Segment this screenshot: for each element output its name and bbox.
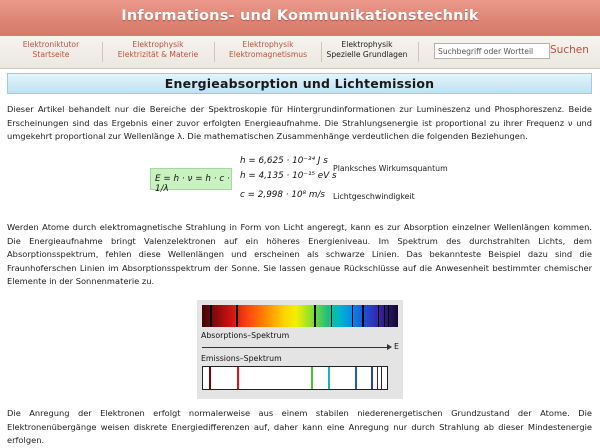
emission-line: [371, 367, 373, 389]
emission-label: Emissions–Spektrum: [201, 354, 282, 363]
planck-constant-evs: h = 4,135 · 10⁻¹⁵ eV s: [240, 171, 337, 181]
emission-line: [237, 367, 239, 389]
energy-axis: [202, 347, 390, 348]
absorption-line: [331, 305, 332, 327]
nav-item-line1: Elektrophysik: [132, 40, 184, 49]
absorption-paragraph: Werden Atome durch elektromagnetische Strahlung in Form von Licht angeregt, kann es zur Absorption einzelner Wellenlängen kommen. Die Energieaufnahme bringt Valenzelektronen auf ein höheres Energieniveau. Im Spektrum des durchstrahlten Lichts, dem Absorptionsspektrum, fehlen diese Wellenlängen und erscheinen als schwarze Linien. Das bekannteste Beispiel dazu sind die Fraunhoferschen Linien im Absorptionsspektrum der Sonne. Sie lassen genaue Rückschlüsse auf die Anwesenheit bestimmter chemischer Elemente in der Sonnenmaterie zu.: [7, 222, 592, 286]
nav-item-line2: Elektrizität & Materie: [117, 50, 199, 59]
nav-divider: [214, 42, 215, 62]
page-title-bar: [7, 73, 592, 94]
nav-item-line1: Elektrophysik: [341, 40, 393, 49]
energy-axis-label: E: [394, 342, 399, 351]
nav-item-startseite[interactable]: [6, 40, 96, 60]
emission-line: [209, 367, 211, 389]
emission-line: [328, 367, 330, 389]
energy-formula: E = h · ν = h · c · 1/λ: [155, 174, 230, 194]
search-input[interactable]: [434, 43, 550, 59]
excitation-paragraph: Die Anregung der Elektronen erfolgt normalerweise aus einem stabilen niederenergetischen Grundzustand der Atome. Die Elektronenübergänge weisen diskrete Energiedifferenzen auf, daher kann eine Anregung nur durch Strahlung ab dieser Mindestenergie erfolgen.: [7, 408, 592, 445]
intro-paragraph: Dieser Artikel behandelt nur die Bereiche der Spektroskopie für Hintergrundinformationen zur Lumineszenz und Phosphoreszenz. Beide Erscheinungen sind das Ergebnis einer zuvor erfolgten Energieaufnahme. Die Strahlungsenergie ist proportional zu ihrer Frequenz ν und umgekehrt proportional zur Wellenlänge λ. Die mathematischen Zusammenhänge verdeutlichen die folgenden Beziehungen.: [7, 104, 592, 141]
nav-item-spezielle-grundlagen[interactable]: [323, 40, 411, 60]
nav-divider: [102, 42, 103, 62]
arrow-right-icon: [387, 344, 392, 350]
absorption-line: [378, 305, 379, 327]
nav-divider: [321, 42, 322, 62]
absorption-line: [314, 305, 316, 327]
nav-item-line2: Spezielle Grundlagen: [326, 50, 408, 59]
header-banner: [0, 0, 600, 36]
absorption-line: [384, 305, 385, 327]
absorption-line: [236, 305, 238, 327]
emission-line: [381, 367, 382, 389]
emission-line: [355, 367, 357, 389]
emission-spectrum-strip: [202, 366, 388, 390]
absorption-spectrum-strip: [202, 305, 398, 327]
energy-formula-box: [150, 168, 232, 194]
absorption-line: [352, 305, 353, 327]
spectrum-diagram: [197, 300, 403, 399]
planck-description: Planksches Wirkumsquantum: [333, 164, 448, 173]
nav-item-elektromagnetismus[interactable]: [218, 40, 318, 60]
nav-item-line2: Startseite: [32, 50, 70, 59]
site-title: Informations- und Kommunikationstechnik: [121, 8, 479, 24]
nav-item-line1: Elektrophysik: [242, 40, 294, 49]
speed-of-light: c = 2,998 · 10⁸ m/s: [240, 190, 326, 200]
nav-item-elektrizitaet[interactable]: [106, 40, 210, 60]
absorption-label: Absorptions–Spektrum: [201, 331, 290, 340]
nav-item-line2: Elektromagnetismus: [228, 50, 308, 59]
emission-line: [377, 367, 378, 389]
light-speed-description: Lichtgeschwindigkeit: [333, 192, 415, 201]
planck-constant-js: h = 6,625 · 10⁻³⁴ J s: [240, 156, 328, 166]
nav-item-line1: Elektroniktutor: [22, 40, 80, 49]
absorption-line: [210, 305, 212, 327]
page-title: Energieabsorption und Lichtemission: [164, 76, 435, 91]
search-button[interactable]: Suchen: [550, 44, 589, 56]
absorption-line: [362, 305, 364, 327]
nav-divider: [418, 42, 419, 62]
emission-line: [311, 367, 313, 389]
absorption-line: [388, 305, 389, 327]
